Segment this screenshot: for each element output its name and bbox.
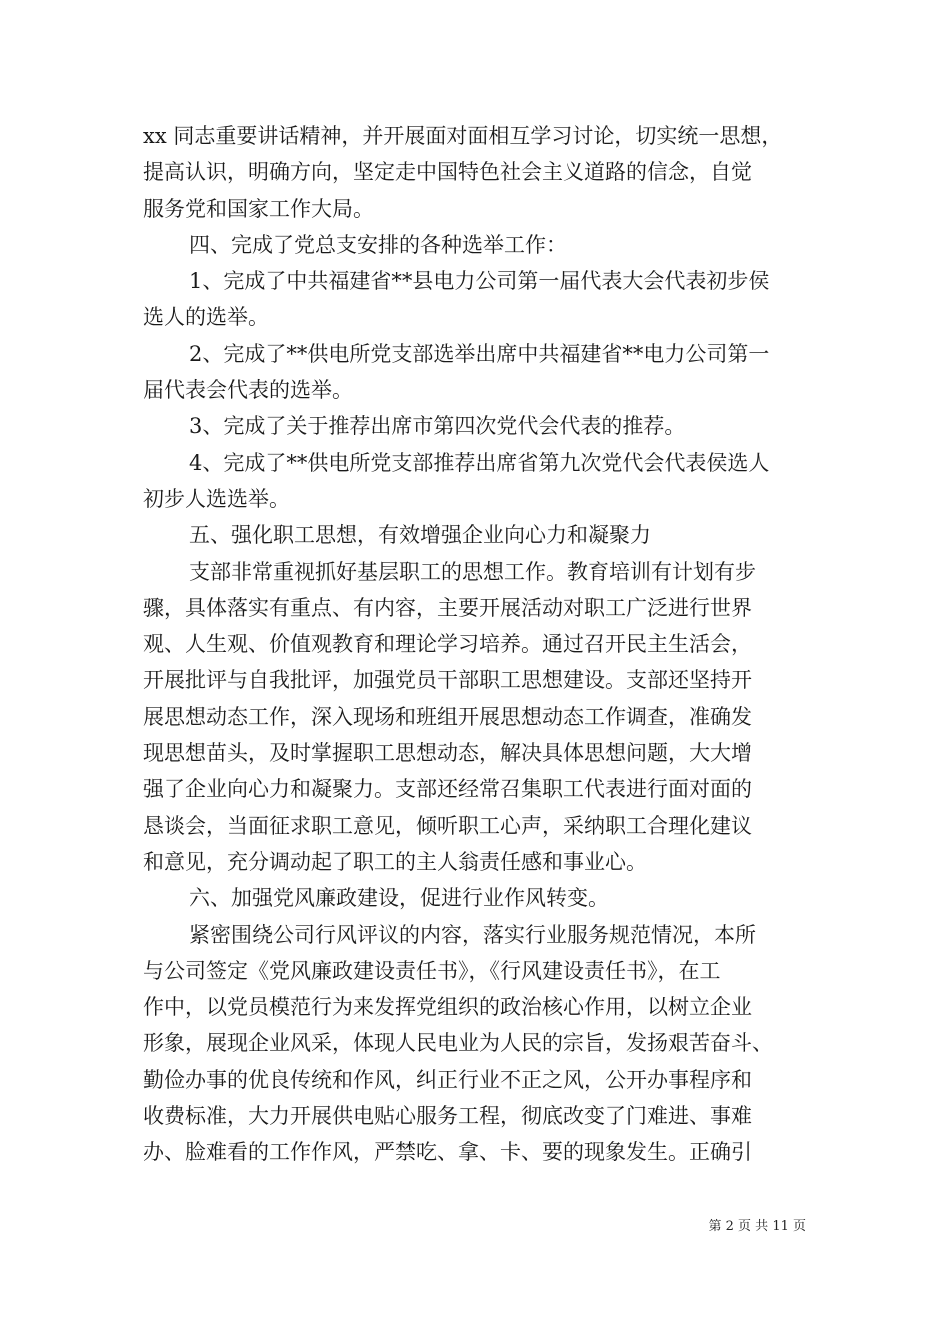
paragraph-line: 与公司签定《党风廉政建设责任书》，《行风建设责任书》，在工 <box>143 958 721 983</box>
paragraph-line-indented: 2、完成了**供电所党支部选举出席中共福建省**电力公司第一 <box>189 341 770 366</box>
paragraph-line: 强了企业向心力和凝聚力。支部还经常召集职工代表进行面对面的 <box>143 777 752 802</box>
paragraph-line: 办、脸难看的工作作风，严禁吃、拿、卡、要的现象发生。正确引 <box>143 1140 752 1165</box>
paragraph-line: 初步人选选举。 <box>143 486 290 511</box>
paragraph-line-indented: 四、完成了党总支安排的各种选举工作： <box>189 232 567 257</box>
paragraph-line: 恳谈会，当面征求职工意见，倾听职工心声，采纳职工合理化建议 <box>143 813 752 838</box>
paragraph-line: 展思想动态工作，深入现场和班组开展思想动态工作调查，准确发 <box>143 704 752 729</box>
paragraph-line-indented: 3、完成了关于推荐出席市第四次党代会代表的推荐。 <box>189 414 686 439</box>
page-footer: 第 2 页 共 11 页 <box>708 1219 806 1234</box>
paragraph-line-indented: 支部非常重视抓好基层职工的思想工作。教育培训有计划有步 <box>189 559 756 584</box>
paragraph-line: 届代表会代表的选举。 <box>143 378 353 403</box>
paragraph-line: 选人的选举。 <box>143 305 269 330</box>
body-text <box>143 118 815 1171</box>
paragraph-line: 服务党和国家工作大局。 <box>143 196 374 221</box>
paragraph-line: 形象，展现企业风采，体现人民电业为人民的宗旨，发扬艰苦奋斗、 <box>143 1031 773 1056</box>
paragraph-line: 开展批评与自我批评，加强党员干部职工思想建设。支部还坚持开 <box>143 668 752 693</box>
paragraph-line: xx 同志重要讲话精神，并开展面对面相互学习讨论，切实统一思想， <box>143 124 783 148</box>
paragraph-line-indented: 六、加强党风廉政建设，促进行业作风转变。 <box>189 886 609 911</box>
paragraph-line: 提高认识，明确方向，坚定走中国特色社会主义道路的信念，自觉 <box>143 160 752 185</box>
paragraph-line-indented: 4、完成了**供电所党支部推荐出席省第九次党代会代表侯选人 <box>189 450 770 475</box>
paragraph-line: 作中，以党员模范行为来发挥党组织的政治核心作用，以树立企业 <box>143 995 752 1020</box>
paragraph-line: 勤俭办事的优良传统和作风，纠正行业不正之风，公开办事程序和 <box>143 1067 752 1092</box>
paragraph-line-indented: 五、强化职工思想，有效增强企业向心力和凝聚力 <box>189 523 651 548</box>
paragraph-line: 和意见，充分调动起了职工的主人翁责任感和事业心。 <box>143 849 647 874</box>
paragraph-line-indented: 紧密围绕公司行风评议的内容，落实行业服务规范情况，本所 <box>189 922 756 947</box>
paragraph-line: 现思想苗头，及时掌握职工思想动态，解决具体思想问题，大大增 <box>143 741 752 766</box>
paragraph-line-indented: 1、完成了中共福建省**县电力公司第一届代表大会代表初步侯 <box>189 269 770 294</box>
paragraph-line: 骤，具体落实有重点、有内容，主要开展活动对职工广泛进行世界 <box>143 595 752 620</box>
paragraph-line: 收费标准，大力开展供电贴心服务工程，彻底改变了门难进、事难 <box>143 1104 752 1129</box>
paragraph-line: 观、人生观、价值观教育和理论学习培养。通过召开民主生活会， <box>143 632 752 657</box>
